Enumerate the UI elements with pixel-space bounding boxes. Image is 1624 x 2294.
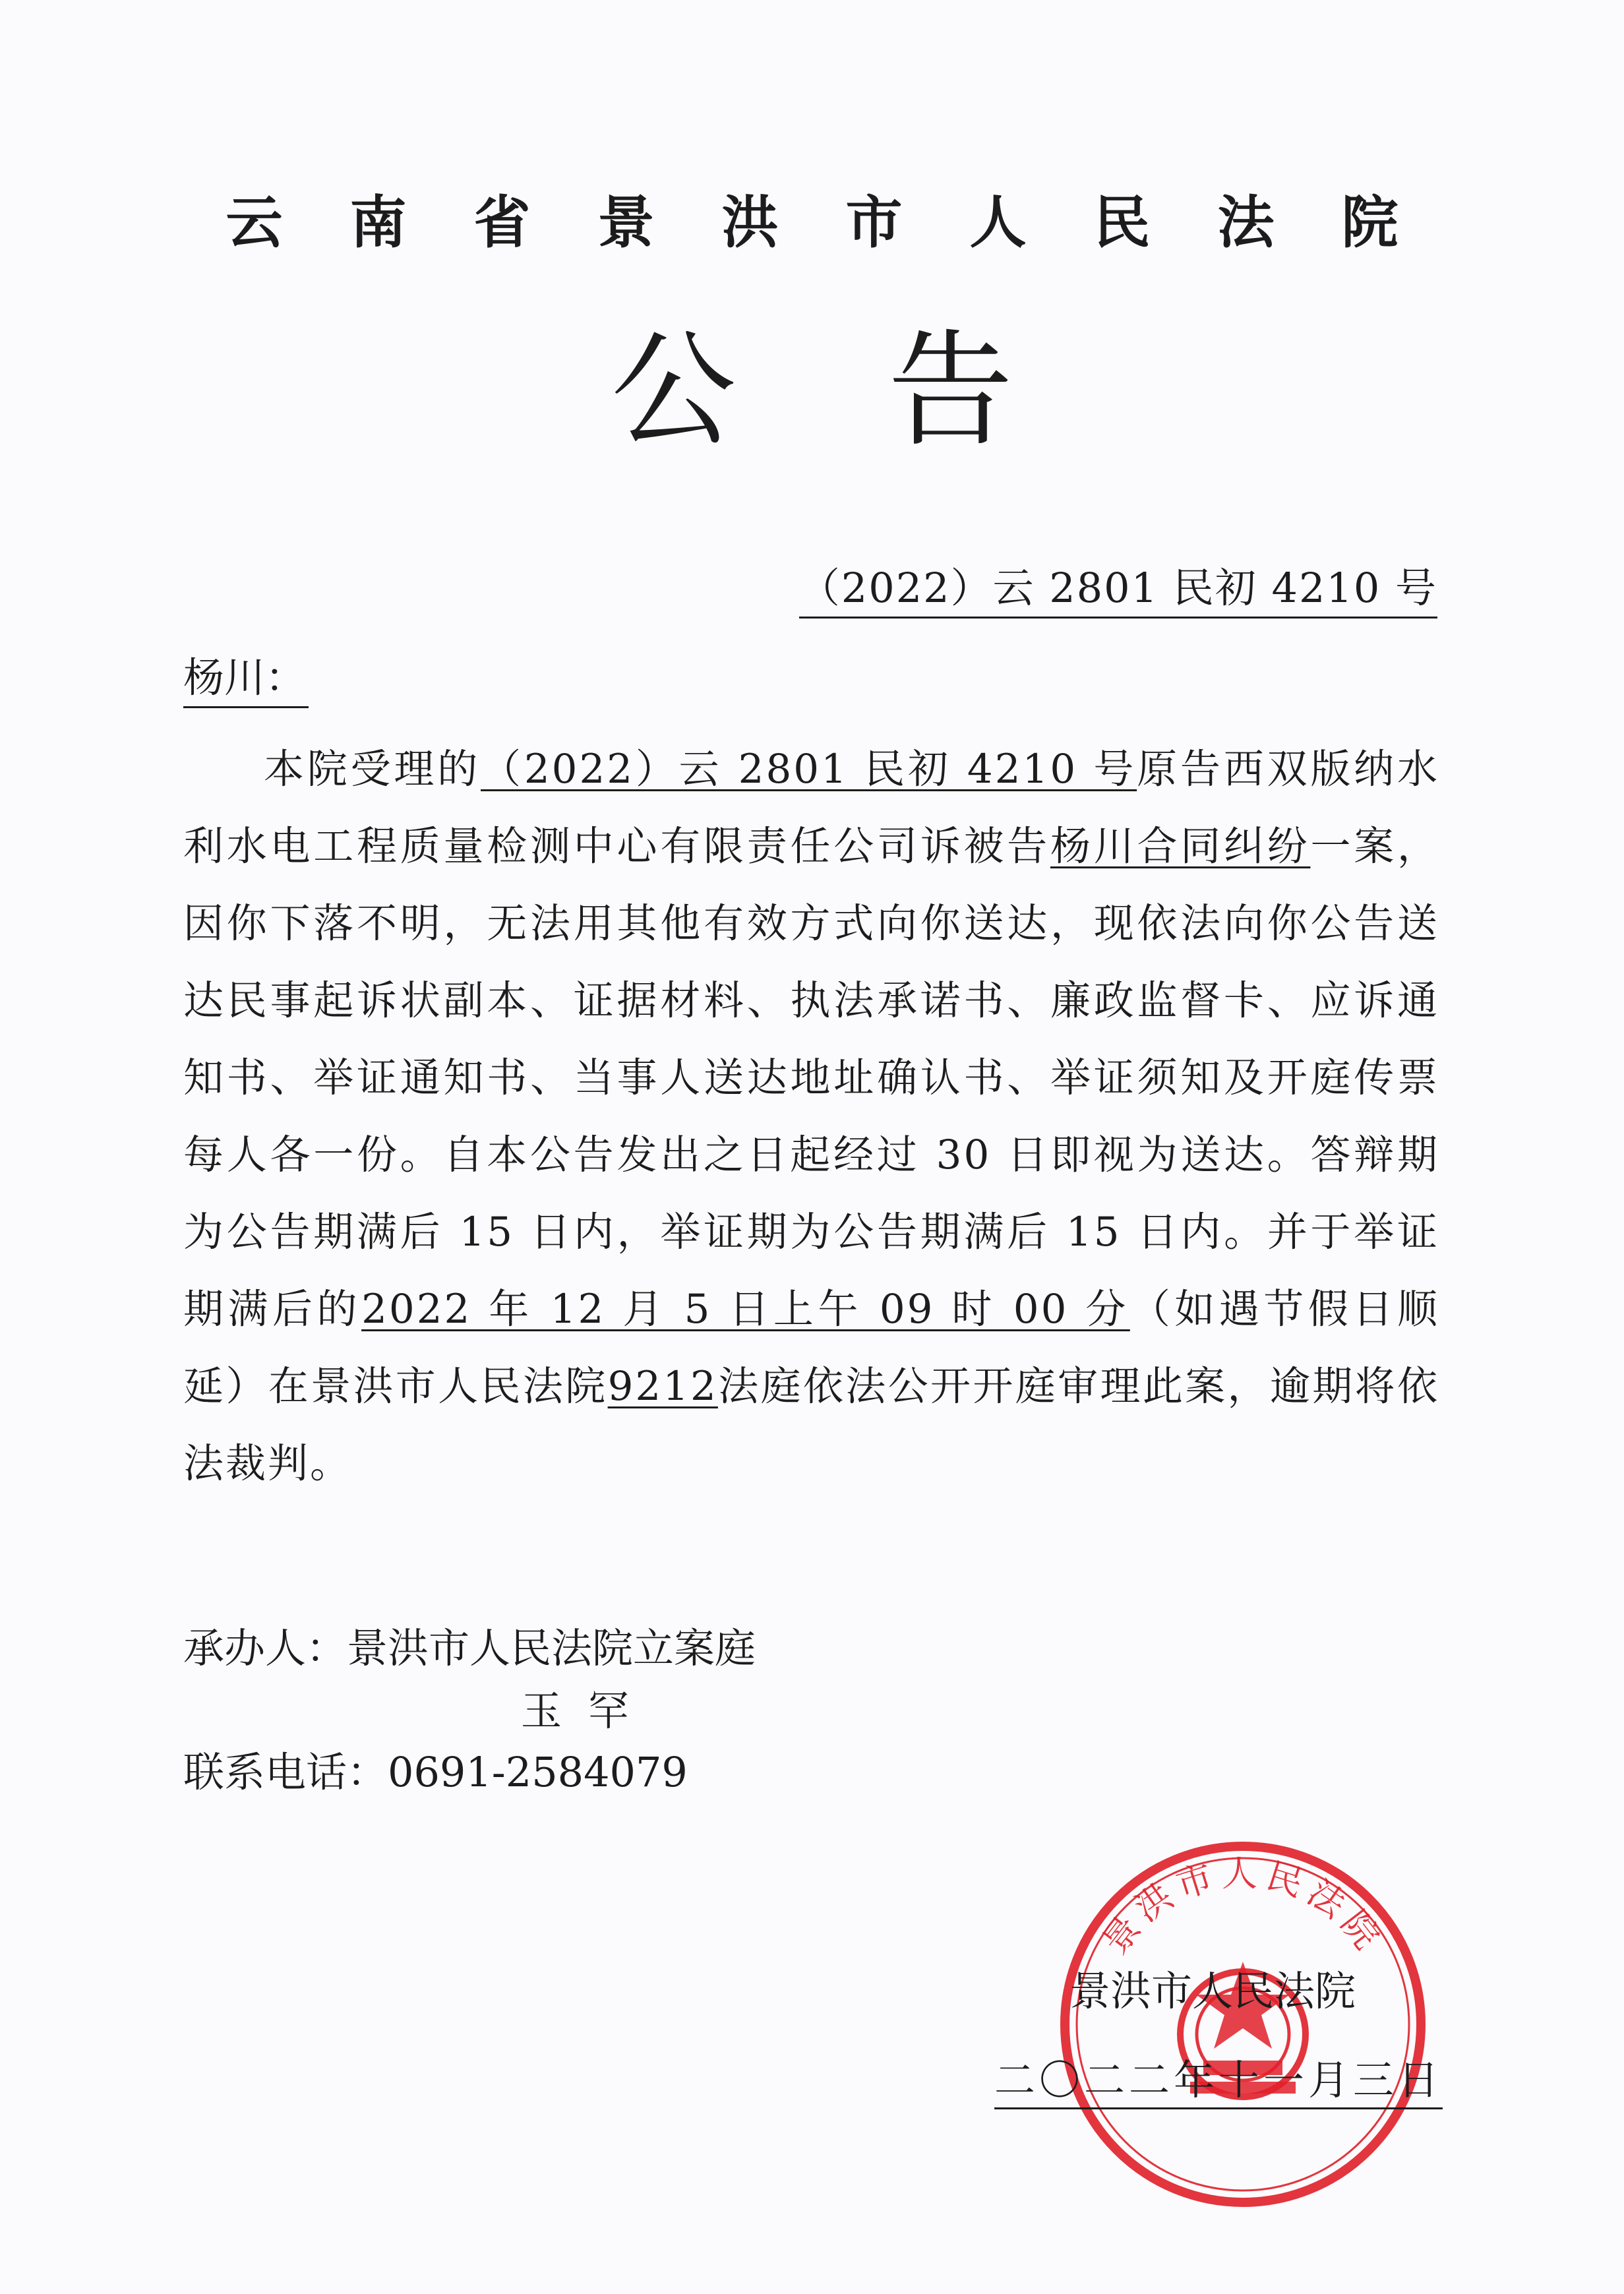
body-venue: （如遇节假日顺延）在景洪市人民法院 (183, 1286, 1439, 1410)
document-title: 公告 (611, 318, 1165, 464)
court-seal (1055, 1836, 1431, 2212)
svg-text:景洪市人民法院 (1094, 1853, 1391, 1962)
seal-text: 景洪市人民法院 (1094, 1853, 1392, 1962)
handler-unit: 景洪市人民法院立案庭 (347, 1624, 756, 1672)
body-hearing-time: 2022 年 12 月 5 日上午 09 时 00 分 (361, 1286, 1130, 1333)
notice-body (183, 731, 1439, 1502)
body-intro: 本院受理的 (264, 746, 481, 793)
contact-label: 联系电话： (183, 1748, 388, 1796)
case-number: （2022）云 2801 民初 4210 号 (799, 555, 1437, 619)
handler-label: 承办人： (183, 1624, 347, 1672)
contact-phone: 0691-2584079 (388, 1748, 688, 1796)
body-courtroom: 9212 (607, 1363, 718, 1410)
court-name-heading: 云南省景洪市人民法院 (226, 190, 1466, 256)
handler-person: 玉罕 (521, 1687, 656, 1735)
body-parties: 原告西双版纳水利水电工程质量检测中心有限责任公司诉被告 (183, 746, 1439, 870)
body-service-terms: 一案，因你下落不明，无法用其他有效方式向你送达，现依法向你公告送达民事起诉状副本、证据材料、执法承诺书、廉政监督卡、应诉通知书、举证通知书、当事人送达地址确认书、举证须知及开庭传票每人各一份。自本公告发出之日起经过 30 日即视为送达。答辩期为公告期满后 15 日内，举证期为公告期满后 15 日内。并于举证期满后的 (183, 823, 1439, 1333)
signing-date: 二〇二二年十一月三日 (994, 2047, 1443, 2109)
body-closing: 法庭依法公开开庭审理此案，逾期将依法裁判。 (183, 1363, 1439, 1487)
body-case-ref: （2022）云 2801 民初 4210 号 (481, 746, 1137, 793)
contact-row (183, 1739, 688, 1798)
signing-court: 景洪市人民法院 (1069, 1967, 1356, 2015)
handler-row (183, 1615, 756, 1674)
body-dispute: 杨川合同纠纷 (1050, 823, 1311, 870)
addressee: 杨川： (183, 645, 309, 708)
